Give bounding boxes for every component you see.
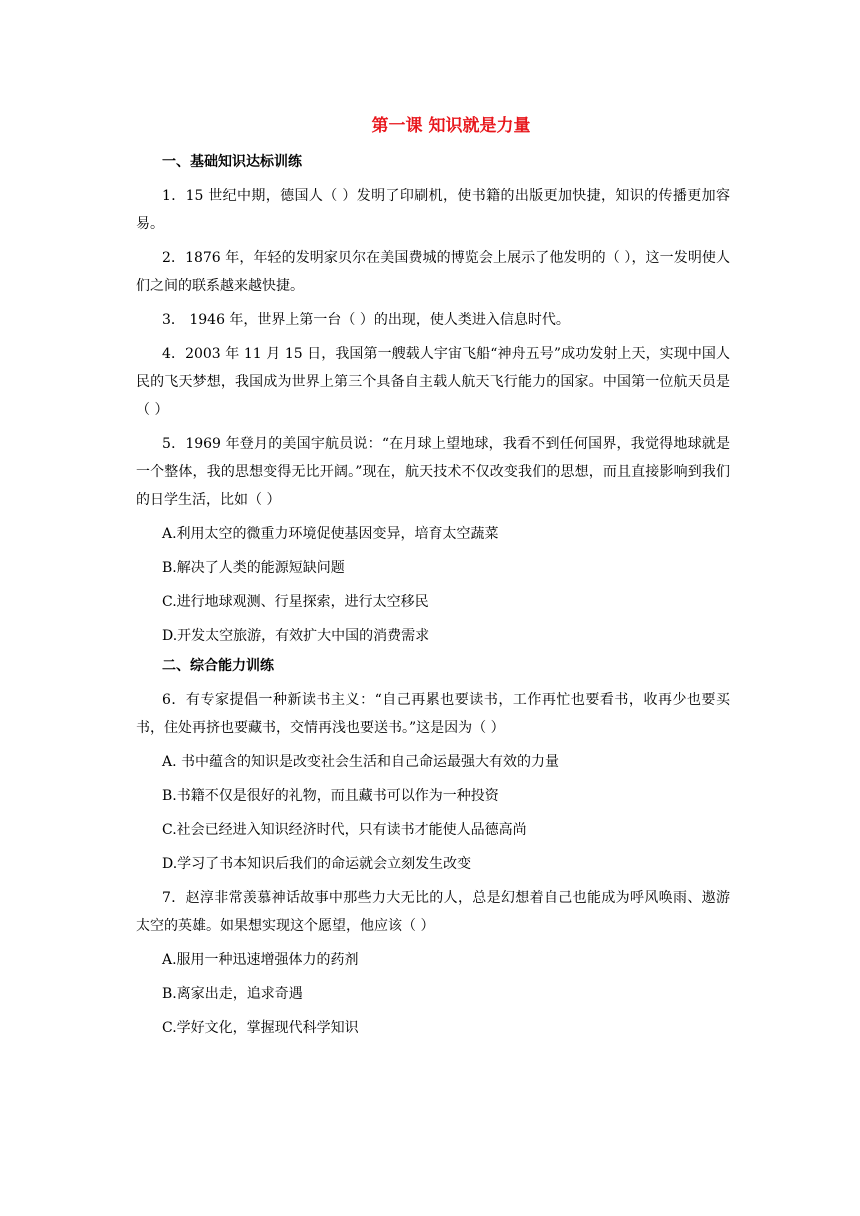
question-5-option-a: A.利用太空的微重力环境促使基因变异，培育太空蔬菜 — [162, 526, 499, 542]
section-basic — [136, 152, 730, 650]
question-6-option-b: B.书籍不仅是很好的礼物，而且藏书可以作为一种投资 — [162, 788, 499, 804]
section-heading: 一、基础知识达标训练 — [162, 154, 302, 170]
section-comprehensive — [136, 656, 730, 1042]
question-7-option-c: C.学好文化，掌握现代科学知识 — [162, 1020, 359, 1036]
question-2: 2．1876 年，年轻的发明家贝尔在美国费城的博览会上展示了他发明的（ ），这一发明使人们之间的联系越来越快捷。 — [136, 250, 730, 294]
question-7: 7．赵淳非常羡慕神话故事中那些力大无比的人，总是幻想着自己也能成为呼风唤雨、遨游太空的英雄。如果想实现这个愿望，他应该（ ） — [136, 890, 730, 934]
question-7-option-a: A.服用一种迅速增强体力的药剂 — [162, 952, 359, 968]
question-4: 4．2003 年 11 月 15 日，我国第一艘载人宇宙飞船“神舟五号”成功发射上天，实现中国人民的飞天梦想，我国成为世界上第三个具备自主载人航天飞行能力的国家。中国第一位航天员是（ ） — [136, 346, 730, 418]
question-6-option-d: D.学习了书本知识后我们的命运就会立刻发生改变 — [162, 856, 472, 872]
question-6: 6．有专家提倡一种新读书主义：“自己再累也要读书，工作再忙也要看书，收再少也要买书，住处再挤也要藏书，交情再浅也要送书。”这是因为（ ） — [136, 692, 730, 736]
question-3: 3． 1946 年，世界上第一台（ ）的出现，使人类进入信息时代。 — [162, 312, 570, 328]
question-7-option-b: B.离家出走，追求奇遇 — [162, 986, 303, 1002]
question-1: 1．15 世纪中期，德国人（ ）发明了印刷机，使书籍的出版更加快捷，知识的传播更加容易。 — [136, 188, 730, 232]
question-5: 5．1969 年登月的美国宇航员说：“在月球上望地球，我看不到任何国界，我觉得地球就是一个整体，我的思想变得无比开阔。”现在，航天技术不仅改变我们的思想，而且直接影响到我们的日学生活，比如（ ） — [136, 436, 730, 508]
section-heading: 二、综合能力训练 — [162, 658, 274, 674]
question-6-option-c: C.社会已经进入知识经济时代，只有读书才能使人品德高尚 — [162, 822, 527, 838]
question-6-option-a: A. 书中蕴含的知识是改变社会生活和自己命运最强大有效的力量 — [162, 754, 560, 770]
question-5-option-c: C.进行地球观测、行星探索，进行太空移民 — [162, 594, 429, 610]
question-5-option-b: B.解决了人类的能源短缺问题 — [162, 560, 345, 576]
page-title: 第一课 知识就是力量 — [371, 116, 531, 136]
question-5-option-d: D.开发太空旅游，有效扩大中国的消费需求 — [162, 628, 430, 644]
